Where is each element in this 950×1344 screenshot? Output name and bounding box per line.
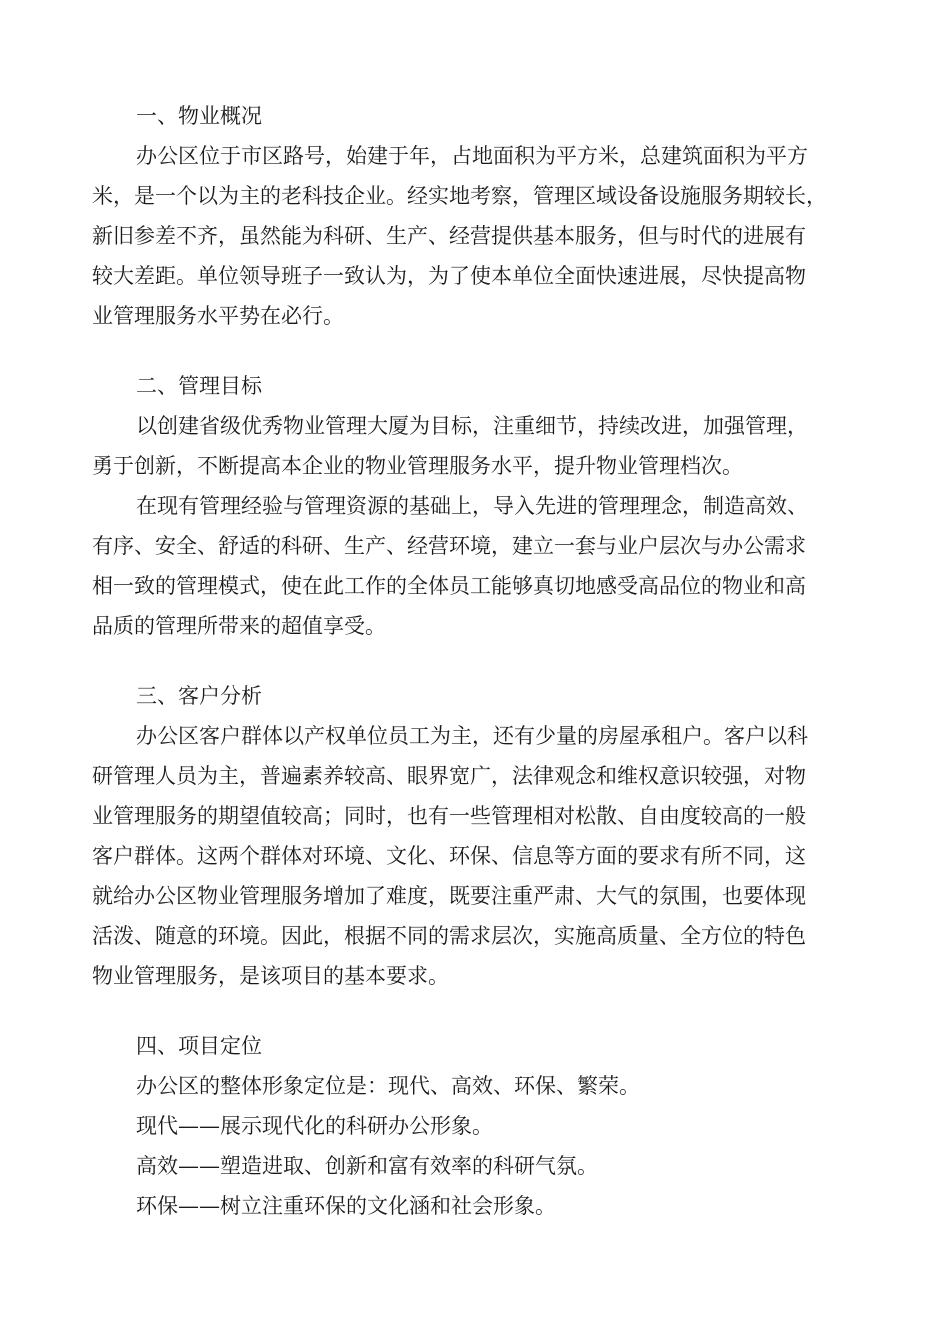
document-body [92,96,882,1226]
section-heading-2: 二、管理目标 [136,374,262,398]
paragraph-line: 业管理服务的期望值较高；同时，也有一些管理相对松散、自由度较高的一般 [92,804,806,828]
section-heading-1: 一、物业概况 [136,104,262,128]
paragraph-line: 新旧参差不齐，虽然能为科研、生产、经营提供基本服务，但与时代的进展有 [92,224,806,248]
paragraph-line: 品质的管理所带来的超值享受。 [92,614,386,638]
paragraph-line: 就给办公区物业管理服务增加了难度，既要注重严肃、大气的氛围，也要体现 [92,884,806,908]
paragraph-line: 物业管理服务，是该项目的基本要求。 [92,964,449,988]
paragraph-line: 办公区位于市区路号，始建于年，占地面积为平方米，总建筑面积为平方 [136,144,808,168]
positioning-line: 现代——展示现代化的科研办公形象。 [136,1114,493,1138]
paragraph-line: 米，是一个以为主的老科技企业。经实地考察，管理区域设备设施服务期较长， [92,184,827,208]
paragraph [92,716,882,996]
paragraph-line: 以创建省级优秀物业管理大厦为目标，注重细节，持续改进，加强管理， [136,414,808,438]
positioning-line: 环保——树立注重环保的文化涵和社会形象。 [136,1194,556,1218]
paragraph-line: 勇于创新，不断提高本企业的物业管理服务水平，提升物业管理档次。 [92,454,743,478]
positioning-line: 高效——塑造进取、创新和富有效率的科研气氛。 [136,1154,598,1178]
paragraph [92,486,882,646]
paragraph-line: 有序、安全、舒适的科研、生产、经营环境，建立一套与业户层次与办公需求 [92,534,806,558]
paragraph-line: 活泼、随意的环境。因此，根据不同的需求层次，实施高质量、全方位的特色 [92,924,806,948]
section-heading-4: 四、项目定位 [136,1034,262,1058]
paragraph-line: 业管理服务水平势在必行。 [92,304,344,328]
paragraph [92,136,882,336]
positioning-line: 办公区的整体形象定位是：现代、高效、环保、繁荣。 [136,1074,640,1098]
section-heading-3: 三、客户分析 [136,684,262,708]
paragraph-line: 较大差距。单位领导班子一致认为，为了使本单位全面快速进展，尽快提高物 [92,264,806,288]
paragraph-line: 客户群体。这两个群体对环境、文化、环保、信息等方面的要求有所不同，这 [92,844,806,868]
paragraph [92,406,882,486]
paragraph-line: 研管理人员为主，普遍素养较高、眼界宽广，法律观念和维权意识较强，对物 [92,764,806,788]
paragraph-line: 办公区客户群体以产权单位员工为主，还有少量的房屋承租户。客户以科 [136,724,808,748]
paragraph-line: 在现有管理经验与管理资源的基础上，导入先进的管理理念，制造高效、 [136,494,808,518]
paragraph-line: 相一致的管理模式，使在此工作的全体员工能够真切地感受高品位的物业和高 [92,574,806,598]
